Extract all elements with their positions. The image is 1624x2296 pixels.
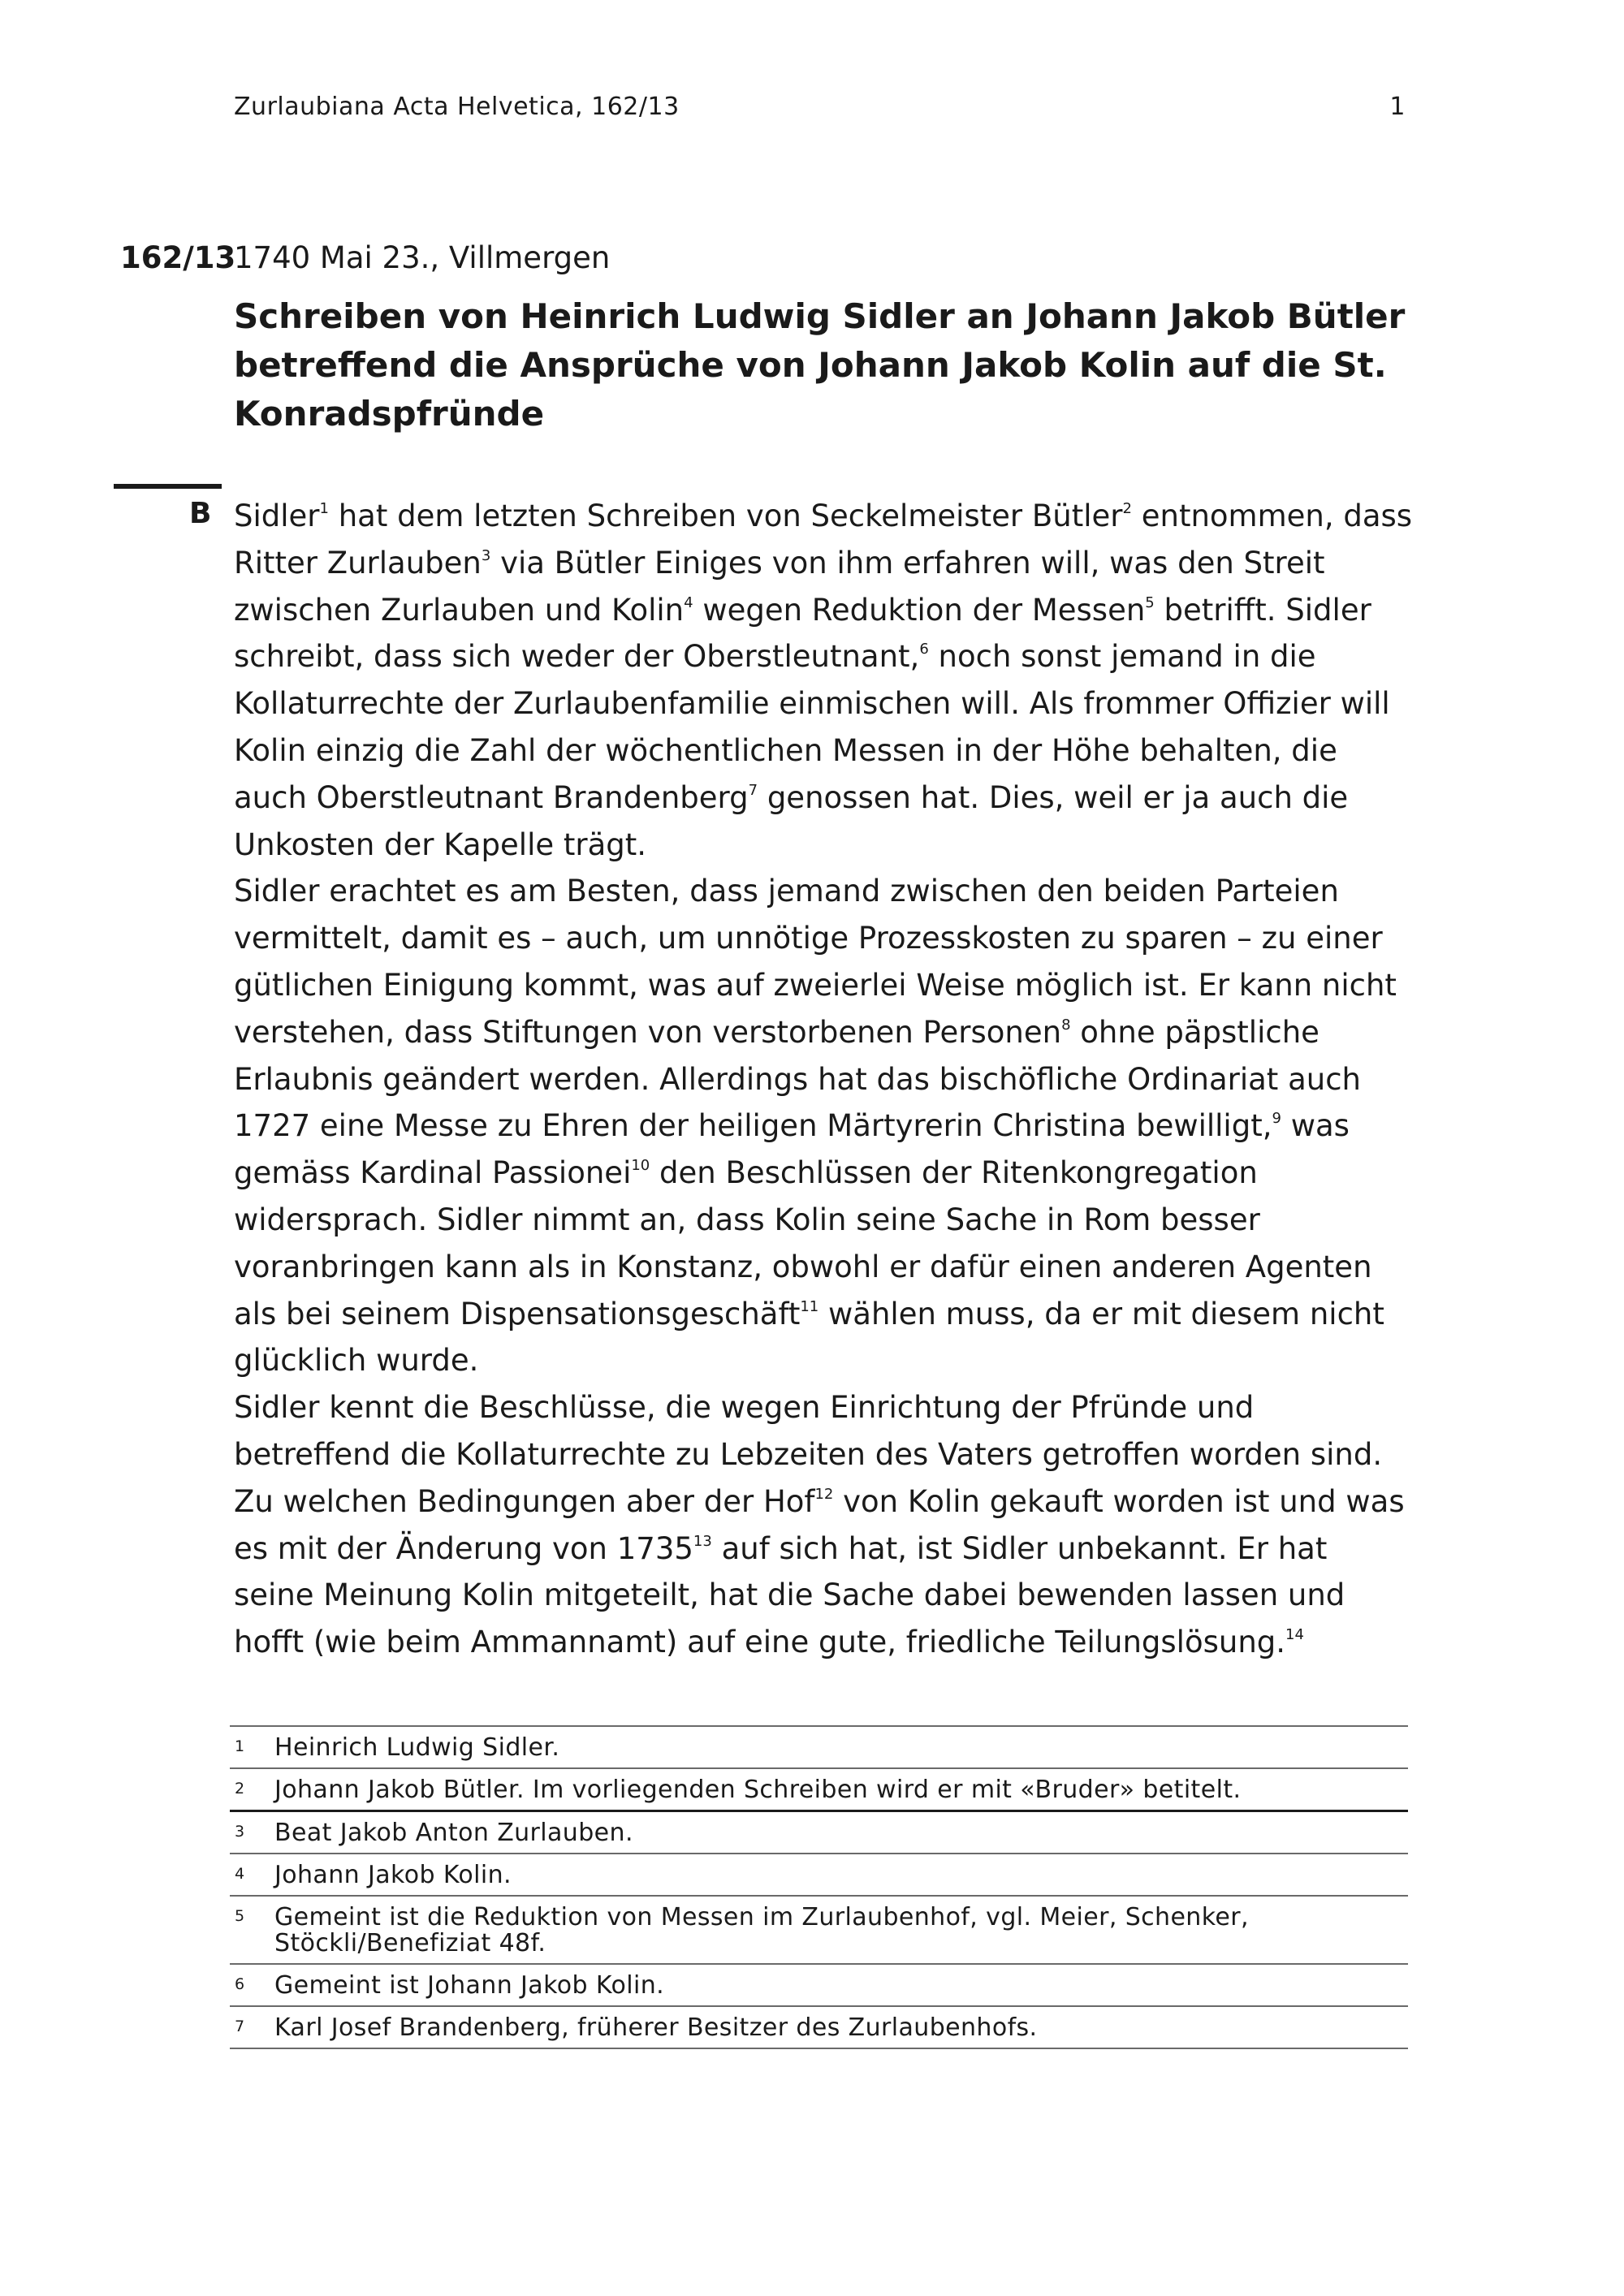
footnote-item	[230, 1810, 1408, 1853]
footnote-text: Gemeint ist die Reduktion von Messen im Zurlaubenhof, vgl. Meier, Schenker, Stöckli/Benefiziat 48f.	[274, 1903, 1249, 1957]
footnote-text: Johann Jakob Bütler. Im vorliegenden Schreiben wird er mit «Bruder» betitelt.	[274, 1776, 1242, 1804]
footnote-ref[interactable]: 9	[1272, 1110, 1281, 1128]
footnote-item	[230, 1725, 1408, 1767]
footnote-ref[interactable]: 1	[319, 500, 329, 517]
footnote-text: Heinrich Ludwig Sidler.	[274, 1733, 560, 1762]
footnote-number: 1	[235, 1737, 245, 1755]
footnote-number: 7	[235, 2018, 245, 2035]
footnote-number: 5	[235, 1907, 245, 1925]
footnote-item	[230, 1853, 1408, 1895]
footnote-ref[interactable]: 14	[1285, 1626, 1304, 1644]
footnote-number: 2	[235, 1780, 245, 1798]
footnote-number: 6	[235, 1975, 245, 1993]
footnote-ref[interactable]: 11	[800, 1297, 819, 1315]
footnote-text: Gemeint ist Johann Jakob Kolin.	[274, 1971, 665, 2000]
footnote-text: Johann Jakob Kolin.	[274, 1861, 512, 1889]
footnote-ref[interactable]: 6	[919, 641, 929, 658]
section-marker: B	[189, 497, 212, 530]
summary-body	[234, 493, 1413, 1666]
footnote-ref[interactable]: 5	[1145, 593, 1155, 611]
page-number: 1	[1389, 93, 1406, 121]
footnote-item	[230, 1895, 1408, 1963]
footnote-number: 3	[235, 1823, 245, 1841]
footnote-ref[interactable]: 10	[631, 1157, 650, 1175]
footnote-ref[interactable]: 2	[1122, 500, 1132, 517]
document-date-place: 1740 Mai 23., Villmergen	[234, 240, 611, 275]
footnote-ref[interactable]: 13	[693, 1532, 712, 1550]
footnote-text: Karl Josef Brandenberg, früherer Besitzer des Zurlaubenhofs.	[274, 2013, 1038, 2042]
footnote-ref[interactable]: 12	[814, 1485, 834, 1503]
footnote-ref[interactable]: 7	[748, 781, 758, 799]
footnotes-list	[230, 1725, 1408, 2049]
footnote-item	[230, 1767, 1408, 1810]
footnote-item	[230, 1963, 1408, 2005]
document-id: 162/13	[120, 240, 236, 275]
document-title: Schreiben von Heinrich Ludwig Sidler an Johann Jakob Bütler betreffend die Ansprüche von Johann Jakob Kolin auf die St. Konradspfründe	[234, 296, 1406, 434]
footnote-item	[230, 2005, 1408, 2049]
running-header	[234, 93, 1406, 121]
footnote-number: 4	[235, 1865, 245, 1883]
section-rule	[114, 484, 222, 489]
footnote-text: Beat Jakob Anton Zurlauben.	[274, 1819, 633, 1847]
running-title: Zurlaubiana Acta Helvetica, 162/13	[234, 93, 680, 121]
summary-paragraph-2: Sidler erachtet es am Besten, dass jemand zwischen den beiden Parteien vermittelt, damit es – auch, um unnötige Prozesskosten zu sparen – zu einer gütlichen Einigung kommt, was auf zweierlei Weise möglich ist. Er kann nicht verstehen, dass Stiftungen von verstorbenen Personen$^8$ ohne päpstliche Erlaubnis geändert werden. Allerdings hat das bischöfliche Ordinariat auch 1727 eine Messe zu Ehren der heiligen Märtyrerin Christina bewilligt,$^9$ was gemäss Kardinal Passionei$^{10}$ den Beschlüssen der Ritenkongregation widersprach. Sidler nimmt an, dass Kolin seine Sache in Rom besser voranbringen kann als in Konstanz, obwohl er dafür einen anderen Agenten als bei seinem Dispensationsgeschäft$^{11}$ wählen muss, da er mit diesem nicht glücklich wurde.	[234, 874, 1397, 1379]
footnote-ref[interactable]: 4	[684, 593, 693, 611]
summary-paragraph-1: Sidler$^1$ hat dem letzten Schreiben von Seckelmeister Bütler$^2$ entnommen, dass Ritter Zurlauben$^3$ via Bütler Einiges von ihm erfahren will, was den Streit zwischen Zurlauben und Kolin$^4$ wegen Reduktion der Messen$^5$ betrifft. Sidler schreibt, dass sich weder der Oberstleutnant,$^6$ noch sonst jemand in die Kollaturrechte der Zurlaubenfamilie einmischen will. Als frommer Offizier will Kolin einzig die Zahl der wöchentlichen Messen in der Höhe behalten, die auch Oberstleutnant Brandenberg$^7$ genossen hat. Dies, weil er ja auch die Unkosten der Kapelle trägt.	[234, 498, 1413, 862]
footnote-ref[interactable]: 8	[1061, 1016, 1071, 1034]
footnote-ref[interactable]: 3	[481, 546, 491, 564]
summary-paragraph-3: Sidler kennt die Beschlüsse, die wegen Einrichtung der Pfründe und betreffend die Kollaturrechte zu Lebzeiten des Vaters getroffen worden sind. Zu welchen Bedingungen aber der Hof$^{12}$ von Kolin gekauft worden ist und was es mit der Änderung von 1735$^{13}$ auf sich hat, ist Sidler unbekannt. Er hat seine Meinung Kolin mitgeteilt, hat die Sache dabei bewenden lassen und hofft (wie beim Ammannamt) auf eine gute, friedliche Teilungslösung.$^{14}$	[234, 1390, 1405, 1660]
